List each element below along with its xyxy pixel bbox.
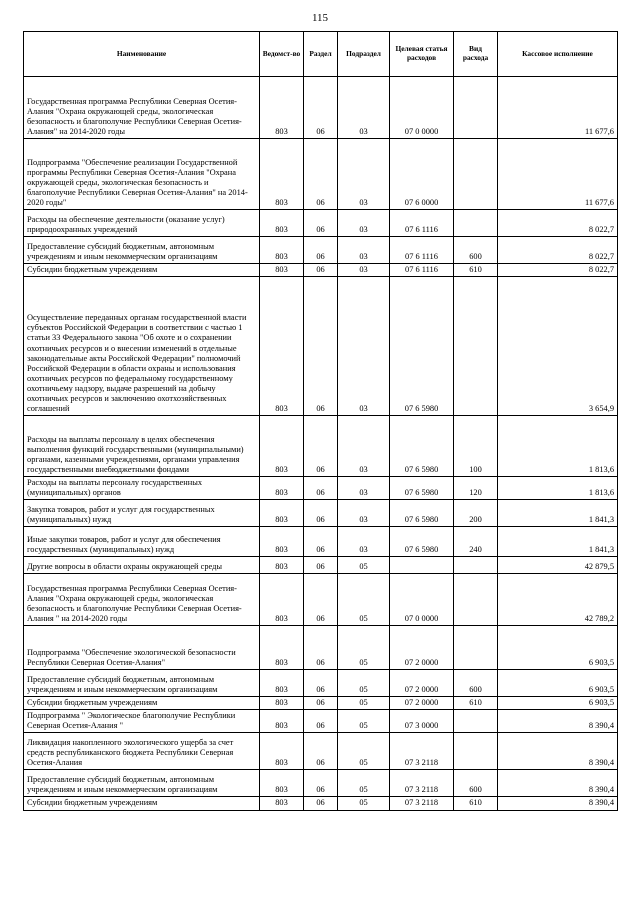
row-subsection-cell: 03 <box>338 264 390 277</box>
row-target-cell <box>390 557 454 574</box>
row-dept-cell: 803 <box>260 210 304 237</box>
row-cash-cell: 3 654,9 <box>498 277 618 416</box>
table-row <box>24 697 618 710</box>
table-row <box>24 210 618 237</box>
row-exp-type-cell <box>454 710 498 733</box>
row-name-cell: Субсидии бюджетным учреждениям <box>24 797 260 810</box>
row-target-cell: 07 0 0000 <box>390 574 454 626</box>
row-section-cell: 06 <box>304 500 338 527</box>
table-row <box>24 557 618 574</box>
row-dept-cell: 803 <box>260 697 304 710</box>
row-name-cell: Субсидии бюджетным учреждениям <box>24 697 260 710</box>
row-target-cell: 07 0 0000 <box>390 77 454 139</box>
row-cash-cell: 42 879,5 <box>498 557 618 574</box>
table-row <box>24 670 618 697</box>
row-dept-cell: 803 <box>260 557 304 574</box>
row-cash-cell: 8 022,7 <box>498 237 618 264</box>
table-header-row <box>24 32 618 77</box>
table-row <box>24 500 618 527</box>
row-exp-type-cell <box>454 277 498 416</box>
row-dept-cell: 803 <box>260 527 304 557</box>
header-target: Целевая статья расходов <box>390 32 454 77</box>
row-subsection-cell: 03 <box>338 210 390 237</box>
row-target-cell: 07 6 0000 <box>390 139 454 210</box>
row-target-cell: 07 6 5980 <box>390 277 454 416</box>
row-target-cell: 07 3 0000 <box>390 710 454 733</box>
row-dept-cell: 803 <box>260 770 304 797</box>
row-subsection-cell: 05 <box>338 733 390 770</box>
row-exp-type-cell: 600 <box>454 237 498 264</box>
row-subsection-cell: 03 <box>338 237 390 264</box>
row-subsection-cell: 05 <box>338 697 390 710</box>
table-row <box>24 477 618 500</box>
table-row <box>24 797 618 810</box>
row-cash-cell: 1 813,6 <box>498 416 618 477</box>
row-dept-cell: 803 <box>260 139 304 210</box>
row-subsection-cell: 03 <box>338 416 390 477</box>
row-cash-cell: 8 390,4 <box>498 770 618 797</box>
row-target-cell: 07 2 0000 <box>390 697 454 710</box>
row-name-cell: Другие вопросы в области охраны окружающей среды <box>24 557 260 574</box>
row-target-cell: 07 6 5980 <box>390 500 454 527</box>
table-row <box>24 770 618 797</box>
header-subsection: Подраздел <box>338 32 390 77</box>
row-section-cell: 06 <box>304 670 338 697</box>
row-name-cell: Закупка товаров, работ и услуг для государственных (муниципальных) нужд <box>24 500 260 527</box>
row-name-cell: Предоставление субсидий бюджетным, автономным учреждениям и иным некоммерческим организациям <box>24 770 260 797</box>
row-target-cell: 07 6 1116 <box>390 264 454 277</box>
table-row <box>24 574 618 626</box>
row-name-cell: Подпрограмма " Экологическое благополучие Республики Северная Осетия-Алания " <box>24 710 260 733</box>
row-exp-type-cell: 240 <box>454 527 498 557</box>
row-section-cell: 06 <box>304 264 338 277</box>
header-dept: Ведомст-во <box>260 32 304 77</box>
table-row <box>24 139 618 210</box>
row-subsection-cell: 03 <box>338 477 390 500</box>
row-dept-cell: 803 <box>260 710 304 733</box>
row-cash-cell: 6 903,5 <box>498 670 618 697</box>
row-subsection-cell: 05 <box>338 626 390 670</box>
row-target-cell: 07 3 2118 <box>390 733 454 770</box>
row-exp-type-cell <box>454 210 498 237</box>
page-number: 115 <box>311 12 329 24</box>
header-name: Наименование <box>24 32 260 77</box>
table-row <box>24 626 618 670</box>
row-section-cell: 06 <box>304 710 338 733</box>
table-row <box>24 77 618 139</box>
row-cash-cell: 8 022,7 <box>498 264 618 277</box>
row-cash-cell: 8 390,4 <box>498 733 618 770</box>
row-cash-cell: 1 841,3 <box>498 527 618 557</box>
table-row <box>24 237 618 264</box>
row-target-cell: 07 6 5980 <box>390 477 454 500</box>
row-cash-cell: 42 789,2 <box>498 574 618 626</box>
row-target-cell: 07 2 0000 <box>390 670 454 697</box>
row-dept-cell: 803 <box>260 626 304 670</box>
row-subsection-cell: 05 <box>338 670 390 697</box>
row-dept-cell: 803 <box>260 264 304 277</box>
header-cash: Кассовое исполнение <box>498 32 618 77</box>
row-cash-cell: 11 677,6 <box>498 77 618 139</box>
row-exp-type-cell <box>454 626 498 670</box>
row-subsection-cell: 05 <box>338 797 390 810</box>
row-dept-cell: 803 <box>260 237 304 264</box>
row-section-cell: 06 <box>304 210 338 237</box>
row-subsection-cell: 05 <box>338 710 390 733</box>
row-subsection-cell: 05 <box>338 574 390 626</box>
row-section-cell: 06 <box>304 277 338 416</box>
row-name-cell: Предоставление субсидий бюджетным, автономным учреждениям и иным некоммерческим организациям <box>24 237 260 264</box>
row-section-cell: 06 <box>304 527 338 557</box>
row-target-cell: 07 3 2118 <box>390 797 454 810</box>
row-section-cell: 06 <box>304 770 338 797</box>
table-row <box>24 733 618 770</box>
row-name-cell: Подпрограмма "Обеспечение реализации Государственной программы Республики Северная Осетия-Алания "Охрана окружающей среды, экологическая безопасность и благополучие Республики Северная Осетия-Алания" на 2014-2020 годы" <box>24 139 260 210</box>
row-subsection-cell: 05 <box>338 770 390 797</box>
row-name-cell: Субсидии бюджетным учреждениям <box>24 264 260 277</box>
row-exp-type-cell: 600 <box>454 770 498 797</box>
row-exp-type-cell <box>454 139 498 210</box>
row-dept-cell: 803 <box>260 797 304 810</box>
row-section-cell: 06 <box>304 416 338 477</box>
row-exp-type-cell: 200 <box>454 500 498 527</box>
row-target-cell: 07 3 2118 <box>390 770 454 797</box>
row-section-cell: 06 <box>304 733 338 770</box>
table-row <box>24 527 618 557</box>
row-section-cell: 06 <box>304 626 338 670</box>
row-section-cell: 06 <box>304 697 338 710</box>
row-section-cell: 06 <box>304 477 338 500</box>
row-section-cell: 06 <box>304 557 338 574</box>
row-section-cell: 06 <box>304 139 338 210</box>
row-name-cell: Расходы на выплаты персоналу в целях обеспечения выполнения функций государственными (муниципальными) органами, казенными учреждениями, органами управления государственными внебюджетными фондами <box>24 416 260 477</box>
row-name-cell: Подпрограмма "Обеспечение экологической безопасности Республики Северная Осетия-Алания" <box>24 626 260 670</box>
row-section-cell: 06 <box>304 574 338 626</box>
row-name-cell: Государственная программа Республики Северная Осетия-Алания "Охрана окружающей среды, экологическая безопасность и благополучие Республики Северная Осетия-Алания" на 2014-2020 годы <box>24 77 260 139</box>
row-subsection-cell: 03 <box>338 527 390 557</box>
row-cash-cell: 6 903,5 <box>498 626 618 670</box>
table-row <box>24 710 618 733</box>
row-target-cell: 07 6 1116 <box>390 210 454 237</box>
row-cash-cell: 1 841,3 <box>498 500 618 527</box>
row-dept-cell: 803 <box>260 277 304 416</box>
header-section: Раздел <box>304 32 338 77</box>
row-dept-cell: 803 <box>260 500 304 527</box>
row-exp-type-cell: 610 <box>454 697 498 710</box>
row-cash-cell: 8 022,7 <box>498 210 618 237</box>
row-subsection-cell: 03 <box>338 139 390 210</box>
row-exp-type-cell <box>454 733 498 770</box>
row-name-cell: Расходы на обеспечение деятельности (оказание услуг) природоохранных учреждений <box>24 210 260 237</box>
row-subsection-cell: 03 <box>338 500 390 527</box>
row-dept-cell: 803 <box>260 416 304 477</box>
row-exp-type-cell <box>454 77 498 139</box>
table-row <box>24 264 618 277</box>
row-exp-type-cell: 610 <box>454 797 498 810</box>
row-name-cell: Осуществление переданных органам государственной власти субъектов Российской Федерации в соответствии с частью 1 статьи 33 Федерального закона "Об охоте и о сохранении охотничьих ресурсов и о внесении изменений в отдельные законодательные акты Российской Федерации" полномочий Российской Федерации в области охраны и использования охотничьих ресурсов по федеральному государственному охотничьему надзору, выдаче разрешений на добычу охотничьих ресурсов и заключению охотхозяйственных соглашений <box>24 277 260 416</box>
row-name-cell: Ликвидация накопленного экологического ущерба за счет средств республиканского бюджета Республики Северная Осетия-Алания <box>24 733 260 770</box>
row-exp-type-cell: 100 <box>454 416 498 477</box>
row-section-cell: 06 <box>304 797 338 810</box>
row-dept-cell: 803 <box>260 733 304 770</box>
row-exp-type-cell: 600 <box>454 670 498 697</box>
row-target-cell: 07 2 0000 <box>390 626 454 670</box>
budget-table <box>23 31 618 811</box>
row-section-cell: 06 <box>304 77 338 139</box>
table-row <box>24 416 618 477</box>
row-target-cell: 07 6 5980 <box>390 527 454 557</box>
row-subsection-cell: 03 <box>338 277 390 416</box>
table-row <box>24 277 618 416</box>
row-subsection-cell: 05 <box>338 557 390 574</box>
row-exp-type-cell <box>454 557 498 574</box>
row-subsection-cell: 03 <box>338 77 390 139</box>
row-target-cell: 07 6 5980 <box>390 416 454 477</box>
row-exp-type-cell <box>454 574 498 626</box>
row-dept-cell: 803 <box>260 574 304 626</box>
row-name-cell: Государственная программа Республики Северная Осетия-Алания "Охрана окружающей среды, экологическая безопасность и благополучие Республики Северная Осетия-Алания " на 2014-2020 годы <box>24 574 260 626</box>
row-name-cell: Предоставление субсидий бюджетным, автономным учреждениям и иным некоммерческим организациям <box>24 670 260 697</box>
row-target-cell: 07 6 1116 <box>390 237 454 264</box>
row-exp-type-cell: 610 <box>454 264 498 277</box>
row-cash-cell: 8 390,4 <box>498 710 618 733</box>
row-cash-cell: 8 390,4 <box>498 797 618 810</box>
row-dept-cell: 803 <box>260 477 304 500</box>
row-section-cell: 06 <box>304 237 338 264</box>
header-exp-type: Вид расхода <box>454 32 498 77</box>
row-cash-cell: 1 813,6 <box>498 477 618 500</box>
row-cash-cell: 11 677,6 <box>498 139 618 210</box>
table-body <box>24 77 618 811</box>
row-name-cell: Расходы на выплаты персоналу государственных (муниципальных) органов <box>24 477 260 500</box>
row-name-cell: Иные закупки товаров, работ и услуг для обеспечения государственных (муниципальных) нужд <box>24 527 260 557</box>
row-dept-cell: 803 <box>260 670 304 697</box>
row-dept-cell: 803 <box>260 77 304 139</box>
row-cash-cell: 6 903,5 <box>498 697 618 710</box>
row-exp-type-cell: 120 <box>454 477 498 500</box>
